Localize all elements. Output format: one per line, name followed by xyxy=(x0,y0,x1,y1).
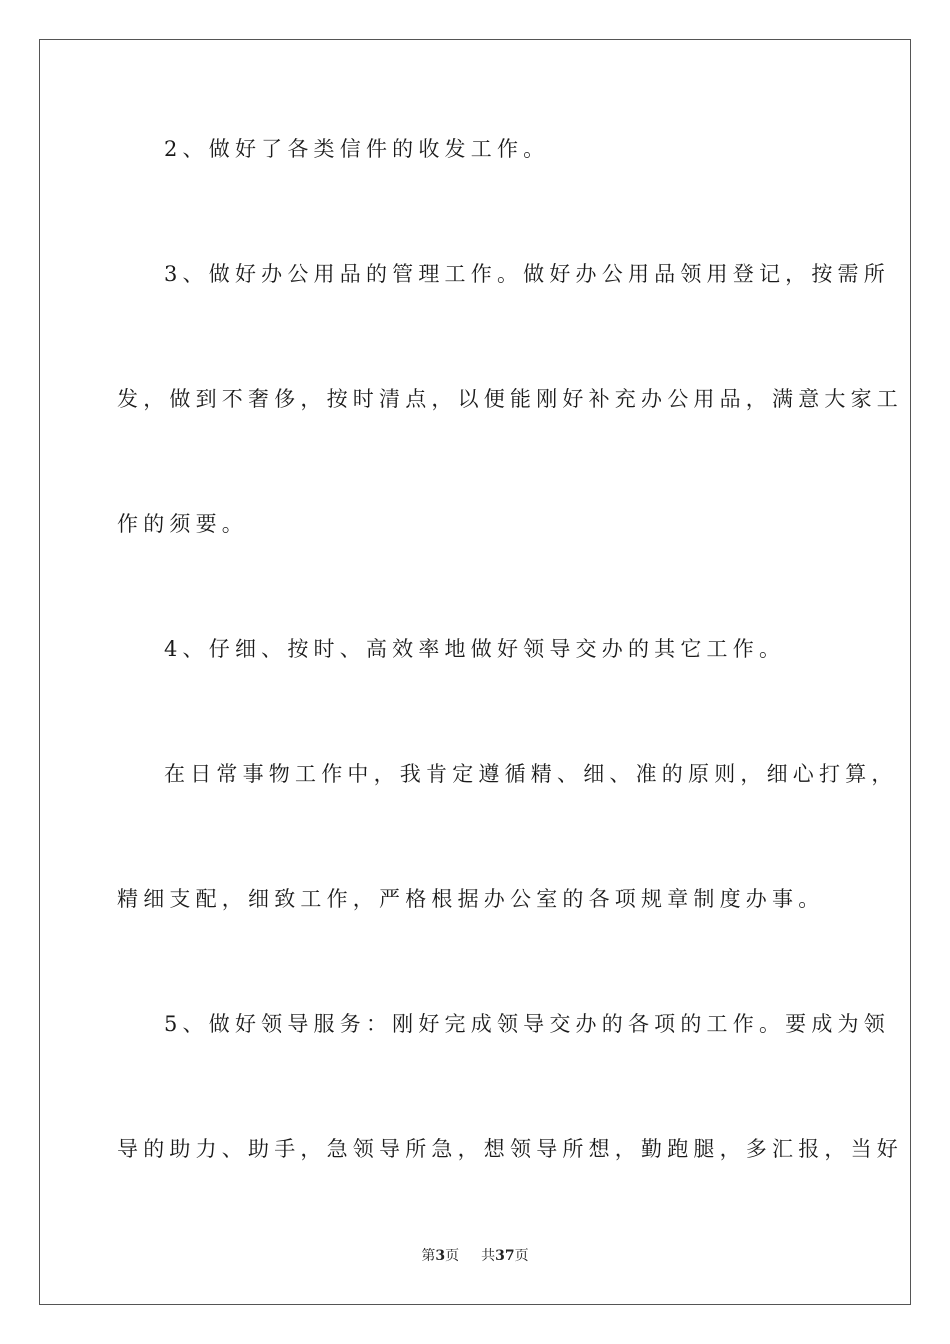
page-footer xyxy=(0,1247,950,1265)
paragraph-line: 2、做好了各类信件的收发工作。 xyxy=(164,137,550,161)
page-frame xyxy=(39,39,911,1305)
total-suffix: 页 xyxy=(514,1248,529,1264)
paragraph-line: 精细支配，细致工作，严格根据办公室的各项规章制度办事。 xyxy=(117,887,825,911)
paragraph-line: 4、仔细、按时、高效率地做好领导交办的其它工作。 xyxy=(164,637,786,661)
paragraph-line: 导的助力、助手，急领导所急，想领导所想，勤跑腿，多汇报，当好 xyxy=(117,1137,903,1161)
page-prefix: 第 xyxy=(421,1248,436,1264)
page-number: 3 xyxy=(435,1248,446,1264)
page-suffix: 页 xyxy=(445,1248,460,1264)
total-pages: 37 xyxy=(495,1248,515,1264)
paragraph-line: 在日常事物工作中，我肯定遵循精、细、准的原则，细心打算， xyxy=(164,762,898,786)
paragraph-line: 3、做好办公用品的管理工作。做好办公用品领用登记，按需所 xyxy=(164,262,890,286)
paragraph-line: 作的须要。 xyxy=(117,512,248,536)
paragraph-line: 发，做到不奢侈，按时清点，以便能刚好补充办公用品，满意大家工 xyxy=(117,387,903,411)
paragraph-line: 5、做好领导服务：刚好完成领导交办的各项的工作。要成为领 xyxy=(164,1012,890,1036)
total-prefix: 共 xyxy=(481,1248,496,1264)
